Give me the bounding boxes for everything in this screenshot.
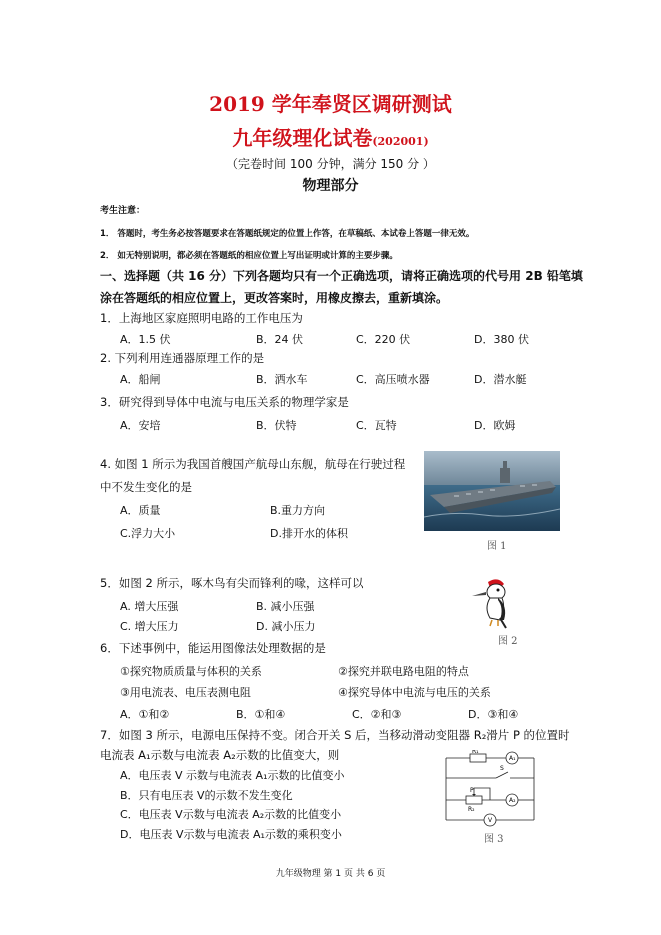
- option: D.排开水的体积: [270, 527, 348, 540]
- option: D．③和④: [468, 708, 519, 721]
- part-heading: 一、选择题（共 16 分）下列各题均只有一个正确选项，请将正确选项的代号用 2B 铅笔填: [100, 269, 583, 283]
- option: B．24 伏: [256, 333, 304, 346]
- option: A．安培: [120, 419, 161, 432]
- ammeter-a1-label: A₁: [509, 755, 516, 762]
- question-stem: 4. 如图 1 所示为我国首艘国产航母山东舰，航母在行驶过程: [100, 457, 406, 471]
- option: D. 减小压力: [256, 620, 316, 633]
- exam-title: 2019 学年奉贤区调研测试: [209, 92, 452, 116]
- switch-label: S: [500, 765, 504, 772]
- option: B．①和④: [236, 708, 286, 721]
- option: C．电压表 V示数与电流表 A₂示数的比值变小: [120, 808, 342, 821]
- option: A. 增大压强: [120, 600, 179, 613]
- question-stem: 3．研究得到导体中电流与电压关系的物理学家是: [100, 395, 349, 409]
- voltmeter-label: V: [488, 817, 493, 824]
- question-stem: 中不发生变化的是: [100, 480, 192, 494]
- option: B．只有电压表 V的示数不发生变化: [120, 789, 293, 802]
- figure-caption: 图 1: [487, 541, 507, 552]
- statement-item: ①探究物质质量与体积的关系: [120, 665, 262, 678]
- subtitle-text: 九年级理化试卷: [232, 126, 373, 150]
- question-stem: 2. 下列利用连通器原理工作的是: [100, 351, 265, 365]
- option: C．瓦特: [356, 419, 397, 432]
- question-stem: 7．如图 3 所示，电源电压保持不变。闭合开关 S 后，当移动滑动变阻器 R₂滑片 P 的位置时: [100, 728, 570, 742]
- option: C. 增大压力: [120, 620, 179, 633]
- section-title: 物理部分: [302, 178, 359, 194]
- aircraft-carrier-image: [424, 451, 560, 531]
- option: A．电压表 V 示数与电流表 A₁示数的比值变小: [120, 769, 345, 782]
- option: A．质量: [120, 504, 161, 517]
- option: D．潜水艇: [474, 373, 527, 386]
- woodpecker-illustration: [470, 576, 520, 631]
- question-stem: 6．下述事例中，能运用图像法处理数据的是: [100, 641, 326, 655]
- ammeter-a2-label: A₂: [509, 797, 516, 804]
- option: C．220 伏: [356, 333, 411, 346]
- option: C．②和③: [352, 708, 402, 721]
- option: C．高压喷水器: [356, 373, 430, 386]
- exam-meta: （完卷时间 100 分钟，满分 150 分 ）: [226, 157, 435, 171]
- option: D．欧姆: [474, 419, 516, 432]
- statement-item: ②探究并联电路电阻的特点: [338, 665, 469, 678]
- statement-item: ④探究导体中电流与电压的关系: [338, 686, 491, 699]
- option: C.浮力大小: [120, 527, 176, 540]
- circuit-diagram: [440, 750, 540, 830]
- question-stem: 5．如图 2 所示，啄木鸟有尖而锋利的喙，这样可以: [100, 576, 364, 590]
- slider-label: P: [470, 787, 474, 794]
- notice-heading: 考生注意：: [100, 206, 146, 216]
- option: A．①和②: [120, 708, 170, 721]
- option: B. 减小压强: [256, 600, 315, 613]
- option: D．电压表 V示数与电流表 A₁示数的乘积变小: [120, 828, 342, 841]
- notice-item: 2． 如无特别说明，都必须在答题纸的相应位置上写出证明或计算的主要步骤。: [100, 251, 398, 261]
- option: A．1.5 伏: [120, 333, 171, 346]
- r1-label: R₁: [472, 750, 479, 755]
- exam-code: (202001): [372, 135, 429, 148]
- notice-item: 1． 答题时，考生务必按答题要求在答题纸规定的位置上作答，在草稿纸、本试卷上答题一律无效。: [100, 229, 475, 239]
- option: A．船闸: [120, 373, 161, 386]
- option: D．380 伏: [474, 333, 529, 346]
- option: B．伏特: [256, 419, 297, 432]
- question-stem: 电流表 A₁示数与电流表 A₂示数的比值变大，则: [100, 748, 340, 762]
- figure-caption: 图 2: [498, 636, 518, 647]
- figure-caption: 图 3: [484, 834, 504, 845]
- option: B．洒水车: [256, 373, 308, 386]
- statement-item: ③用电流表、电压表测电阻: [120, 686, 251, 699]
- exam-subtitle: [0, 122, 661, 151]
- option: B.重力方向: [270, 504, 326, 517]
- r2-label: R₂: [468, 806, 475, 813]
- part-heading: 涂在答题纸的相应位置上，更改答案时，用橡皮擦去，重新填涂。: [100, 291, 449, 305]
- page-footer: 九年级物理 第 1 页 共 6 页: [275, 869, 386, 879]
- question-stem: 1．上海地区家庭照明电路的工作电压为: [100, 311, 303, 325]
